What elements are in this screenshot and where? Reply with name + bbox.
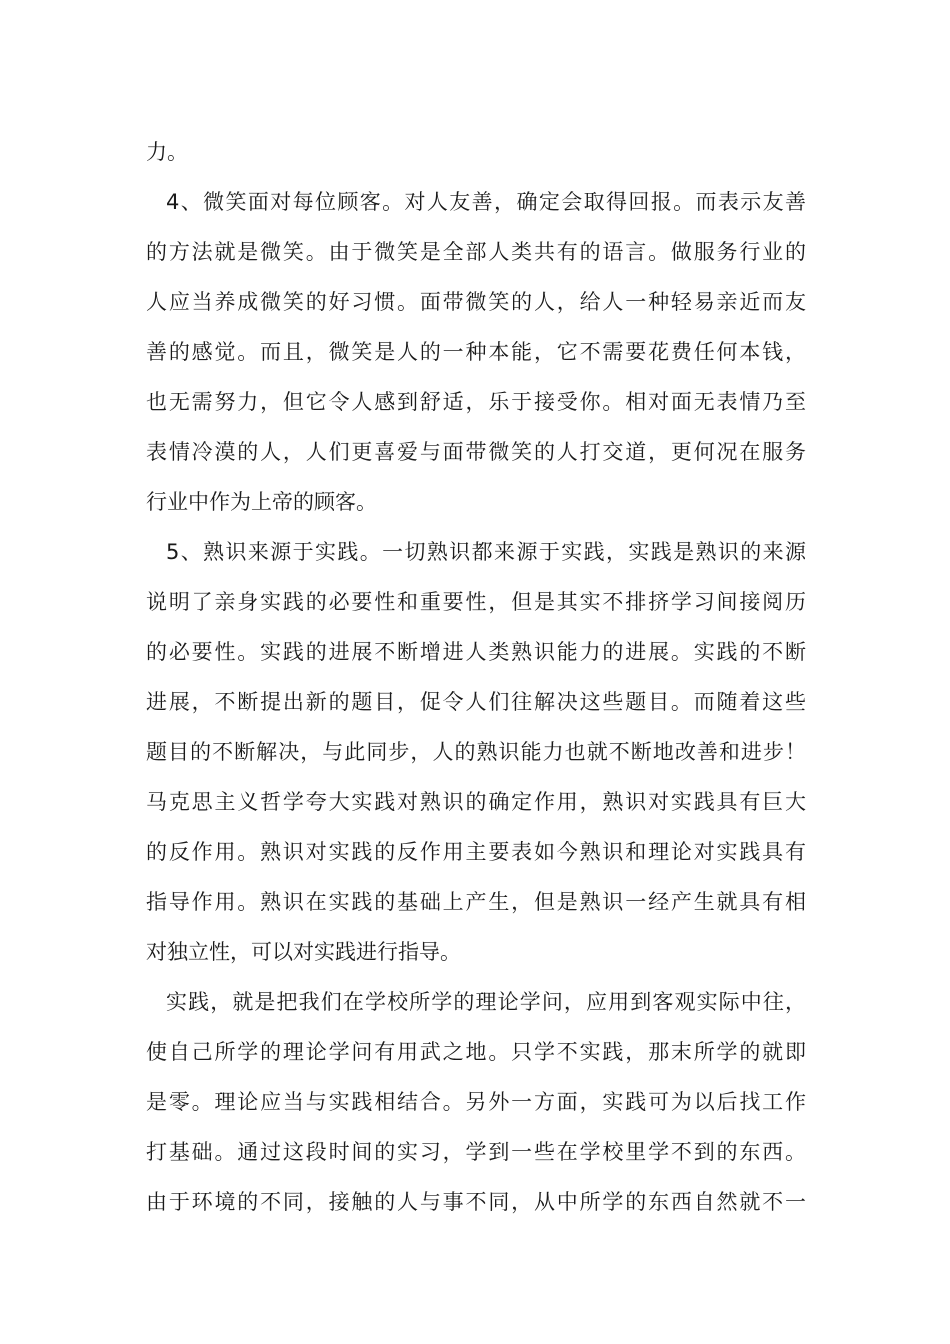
- text-line: 题目的不断解决，与此同步，人的熟识能力也就不断地改善和进步！: [146, 740, 806, 764]
- text-line: 打基础。通过这段时间的实习，学到一些在学校里学不到的东西。: [146, 1140, 806, 1164]
- text-line: 对独立性，可以对实践进行指导。: [146, 940, 461, 964]
- text-line: 进展，不断提出新的题目，促令人们往解决这些题目。而随着这些: [146, 690, 806, 714]
- text-line: 的必要性。实践的进展不断增进人类熟识能力的进展。实践的不断: [146, 640, 806, 664]
- text-line: 也无需努力，但它令人感到舒适，乐于接受你。相对面无表情乃至: [146, 390, 806, 414]
- text-line: 的反作用。熟识对实践的反作用主要表如今熟识和理论对实践具有: [146, 840, 806, 864]
- text-line: 5、熟识来源于实践。一切熟识都来源于实践，实践是熟识的来源: [166, 540, 806, 564]
- text-line: 是零。理论应当与实践相结合。另外一方面，实践可为以后找工作: [146, 1090, 806, 1114]
- text-line: 马克思主义哲学夸大实践对熟识的确定作用，熟识对实践具有巨大: [146, 790, 806, 814]
- text-line: 说明了亲身实践的必要性和重要性，但是其实不排挤学习间接阅历: [146, 590, 806, 614]
- text-line: 行业中作为上帝的顾客。: [146, 490, 377, 514]
- text-line: 实践，就是把我们在学校所学的理论学问，应用到客观实际中往，: [166, 990, 806, 1014]
- text-line: 人应当养成微笑的好习惯。面带微笑的人，给人一种轻易亲近而友: [146, 290, 806, 314]
- text-line: 力。: [146, 140, 188, 164]
- text-line: 指导作用。熟识在实践的基础上产生，但是熟识一经产生就具有相: [146, 890, 806, 914]
- text-line: 由于环境的不同，接触的人与事不同，从中所学的东西自然就不一: [146, 1190, 806, 1214]
- text-line: 4、微笑面对每位顾客。对人友善，确定会取得回报。而表示友善: [166, 190, 806, 214]
- text-line: 使自己所学的理论学问有用武之地。只学不实践，那末所学的就即: [146, 1040, 806, 1064]
- text-line: 的方法就是微笑。由于微笑是全部人类共有的语言。做服务行业的: [146, 240, 806, 264]
- text-line: 善的感觉。而且，微笑是人的一种本能，它不需要花费任何本钱，: [146, 340, 806, 364]
- text-line: 表情冷漠的人，人们更喜爱与面带微笑的人打交道，更何况在服务: [146, 440, 806, 464]
